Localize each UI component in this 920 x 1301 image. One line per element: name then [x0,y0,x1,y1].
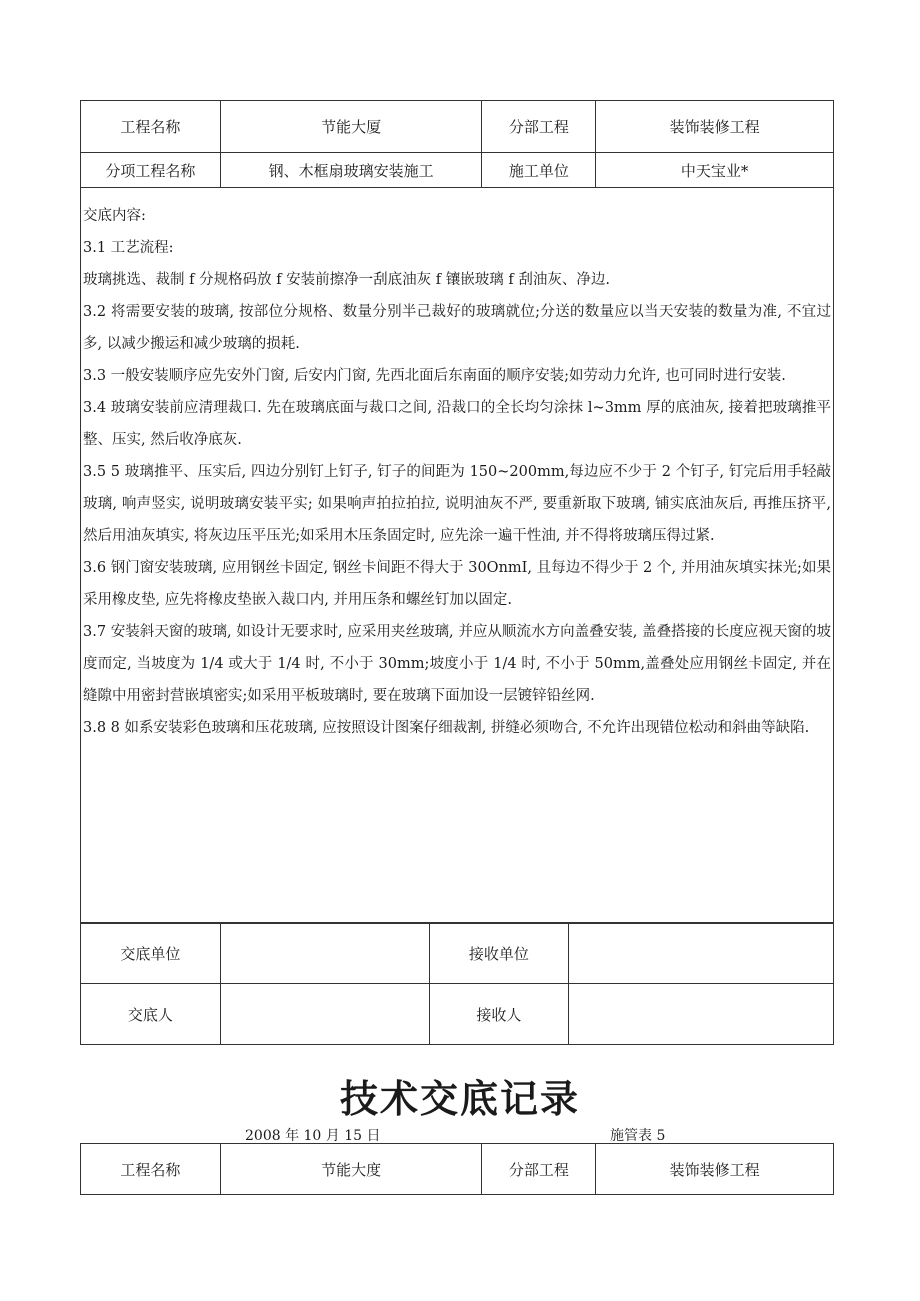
subproject-name-label: 分项工程名称 [81,153,221,188]
subproject-name-value: 钢、木框扇玻璃安装施工 [220,153,482,188]
issuer-label: 交底人 [81,984,221,1045]
project-name-label: 工程名称 [81,1144,221,1195]
contractor-label: 施工单位 [482,153,596,188]
content-line: 3.7 安装斜天窗的玻璃, 如设计无要求时, 应采用夹丝玻璃, 并应从顺流水方向盖叠安装, 盖叠搭接的长度应视天窗的坡度而定, 当坡度为 1/4 或大于 1/4 时, 不小于 30mm;坡度小于 1/4 时, 不小于 50mm,盖叠处应用钢丝卡固定, 并在缝隙中用密封营嵌填密实;如采用平板玻璃时, 要在玻璃下面加设一层镀锌铅丝网. [83,624,831,704]
receiver-value [569,984,834,1045]
content-row [81,188,834,924]
division-label: 分部工程 [482,101,596,153]
receiving-unit-label: 接收单位 [429,923,569,984]
content-line: 3.4 玻璃安装前应清理裁口. 先在玻璃底面与裁口之间, 沿裁口的全长均匀涂抹 l~3mm 厚的底油灰, 接着把玻璃推平整、压实, 然后收净底灰. [83,400,831,448]
division-label: 分部工程 [482,1144,596,1195]
receiver-label: 接收人 [429,984,569,1045]
record-date: 2008 年 10 月 15 日 [245,1128,381,1144]
subproject-info-row [81,153,834,188]
receiving-unit-value [569,923,834,984]
record-form-number: 施管表 5 [610,1128,666,1144]
division-value: 装饰装修工程 [596,101,834,153]
issuing-unit-value [220,923,429,984]
project-name-value: 节能大厦 [220,101,482,153]
content-line: 3.5 5 玻璃推平、压实后, 四边分别钉上钉子, 钉子的间距为 150~200mm,每边应不少于 2 个钉子, 钉完后用手轻敲玻璃, 响声竖实, 说明玻璃安装平实; 如果响声拍拉拍拉, 说明油灰不严, 要重新取下玻璃, 铺实底油灰后, 再推压挤平, 然后用油灰填实, 将灰边压平压光;如采用木压条固定时, 应先涂一遍干性油, 并不得将玻璃压得过紧. [83,464,831,544]
content-line: 3.2 将需要安装的玻璃, 按部位分规格、数量分别半己裁好的玻璃就位;分送的数量应以当天安装的数量为准, 不宜过多, 以减少搬运和减少玻璃的损耗. [83,304,831,352]
content-line: 3.8 8 如系安装彩色玻璃和压花玻璃, 应按照设计图案仔细裁割, 拼缝必须吻合, 不允许出现错位松动和斜曲等缺陷. [83,720,810,736]
briefing-table [80,100,834,924]
person-row [81,984,834,1045]
issuer-value [220,984,429,1045]
briefing-content [81,188,834,924]
project-info-row [81,1144,834,1195]
content-line: 3.3 一般安装顺序应先安外门窗, 后安内门窗, 先西北面后东南面的顺序安装;如劳动力允许, 也可同时进行安装. [83,368,786,384]
content-line: 3.1 工艺流程: [83,240,174,256]
division-value: 装饰装修工程 [596,1144,834,1195]
contractor-value: 中天宝业* [596,153,834,188]
next-record-table [80,1143,834,1195]
project-name-value: 节能大度 [220,1144,482,1195]
content-heading: 交底内容: [83,208,146,224]
unit-row [81,923,834,984]
record-title: 技术交底记录 [339,1077,580,1121]
signature-table [80,922,834,1045]
content-line: 3.6 钢门窗安装玻璃, 应用钢丝卡固定, 钢丝卡间距不得大于 30OnmI, 且每边不得少于 2 个, 并用油灰填实抹光;如果采用橡皮垫, 应先将橡皮垫嵌入裁口内, 并用压条和螺丝钉加以固定. [83,560,831,608]
project-info-row [81,101,834,153]
project-name-label: 工程名称 [81,101,221,153]
issuing-unit-label: 交底单位 [81,923,221,984]
content-line: 玻璃挑选、裁制 f 分规格码放 f 安装前擦净一刮底油灰 f 镶嵌玻璃 f 刮油灰、净边. [83,272,610,288]
